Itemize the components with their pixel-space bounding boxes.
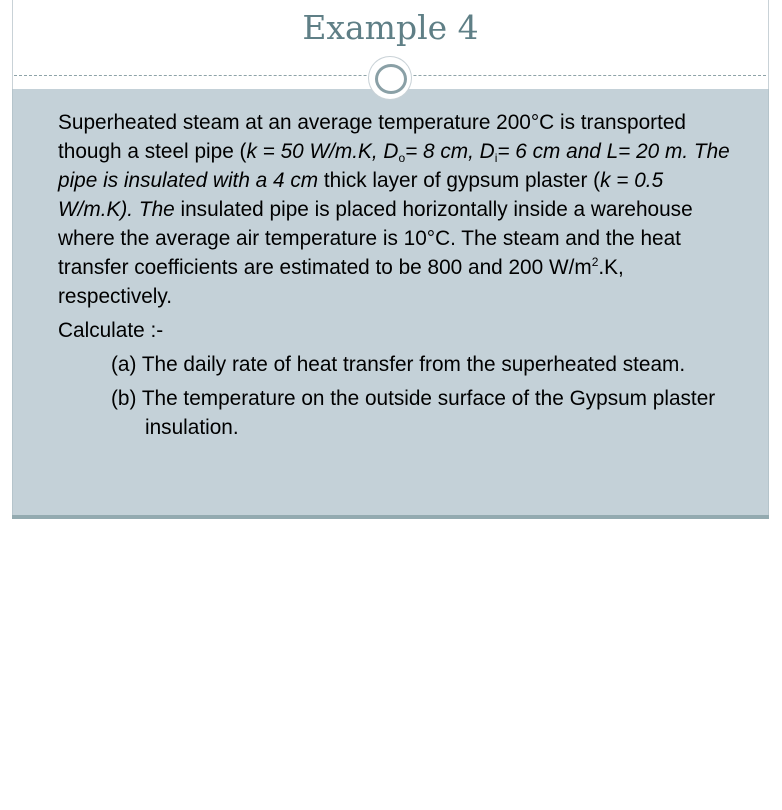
problem-text (58, 108, 733, 442)
problem-paragraph (58, 108, 733, 311)
superscript-2: 2 (591, 255, 599, 269)
paragraph-text-2: thick layer of gypsum plaster ( (318, 169, 601, 192)
paragraph-text-1: Superheated steam at an average temperature 200°C is transported though a steel pipe ( (58, 111, 686, 163)
slide-title: Example 4 (302, 8, 479, 47)
calculate-label: Calculate :- (58, 319, 164, 342)
paragraph-italic-4: k = 0.5 W/m.K). The (58, 169, 664, 221)
paragraph-italic-2: = 8 cm, D (405, 140, 495, 163)
subscript-i: i (494, 151, 498, 165)
paragraph-italic-1: k = 50 W/m.K, D (246, 140, 399, 163)
list-item: (a) The daily rate of heat transfer from the superheated steam. (111, 353, 686, 376)
circle-ornament-icon (369, 57, 411, 99)
paragraph-text-3: insulated pipe is placed horizontally inside a warehouse where the average air temperature is 10°C. The steam and the heat transfer coefficients are estimated to be 800 and 200 W/m (58, 198, 693, 279)
content-panel (12, 89, 769, 515)
paragraph-italic-3: = 6 cm and L= 20 m. The pipe is insulated with a 4 cm (58, 140, 730, 192)
list-item: (b) The temperature on the outside surface of the Gypsum plaster insulation. (111, 387, 716, 439)
bottom-border (12, 515, 769, 519)
paragraph-text-4: .K, respectively. (58, 256, 624, 308)
subscript-o: o (398, 151, 406, 165)
